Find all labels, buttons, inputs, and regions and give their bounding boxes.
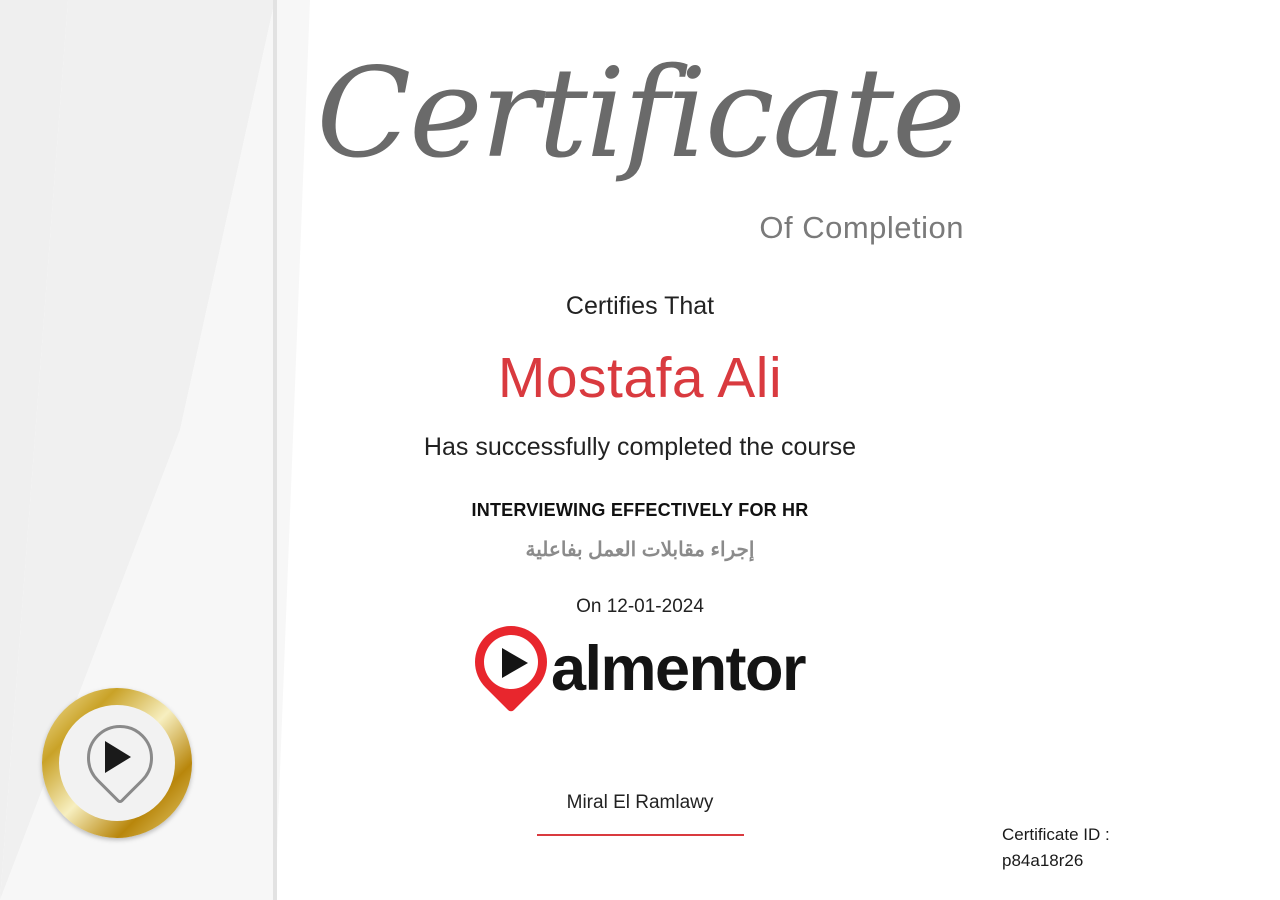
certificate-id-value: p84a18r26: [1002, 850, 1084, 870]
brand-name: almentor: [550, 633, 806, 704]
almentor-play-pin-icon: [475, 626, 553, 712]
page-subtitle: Of Completion: [759, 210, 964, 245]
course-title-english: INTERVIEWING EFFECTIVELY FOR HR: [471, 500, 809, 520]
certificate-title-block: [310, 42, 970, 252]
certifies-label: Certifies That: [565, 292, 715, 320]
gold-seal: [42, 688, 192, 838]
signatory-name: Miral El Ramlawy: [566, 792, 714, 813]
seal-play-pin-icon: [81, 723, 153, 803]
page-title: Certificate: [316, 42, 964, 186]
completion-statement: Has successfully completed the course: [423, 433, 857, 461]
brand-logo: [310, 624, 970, 714]
certificate-id-label: Certificate ID :: [1002, 825, 1110, 844]
certificate-content: [310, 0, 970, 900]
certificate-id: [1002, 822, 1110, 873]
signature-divider: [537, 834, 744, 836]
completion-date: On 12-01-2024: [576, 596, 704, 617]
recipient-name: Mostafa Ali: [497, 346, 783, 410]
course-title-arabic: إجراء مقابلات العمل بفاعلية: [525, 539, 755, 561]
